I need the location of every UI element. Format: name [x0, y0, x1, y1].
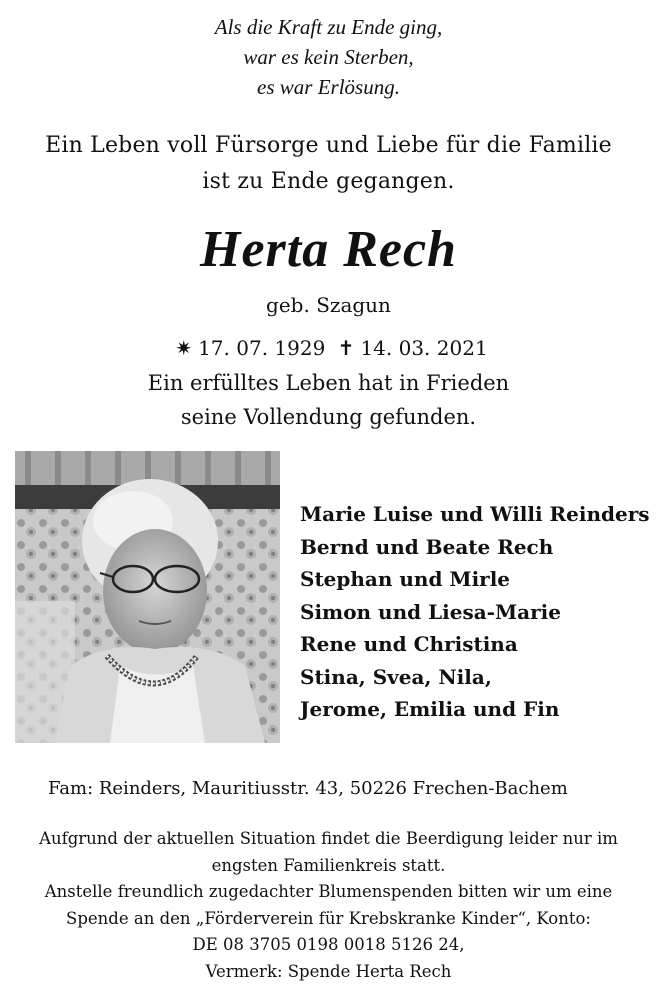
- portrait-photo: [15, 451, 280, 743]
- poem: [0, 12, 657, 102]
- family-address: Fam: Reinders, Mauritiusstr. 43, 50226 Frechen-Bachem: [48, 778, 568, 799]
- notice-line: engsten Familienkreis statt.: [211, 855, 446, 875]
- intro-line: ist zu Ende gegangen.: [202, 169, 455, 194]
- tribute-text: [0, 366, 657, 434]
- poem-line: es war Erlösung.: [257, 75, 400, 99]
- mourner-line: Stina, Svea, Nila,: [300, 664, 492, 689]
- notice-line: Anstelle freundlich zugedachter Blumenspenden bitten wir um eine: [44, 882, 613, 901]
- mourners-list: [300, 498, 650, 726]
- tribute-line: Ein erfülltes Leben hat in Frieden: [147, 371, 510, 395]
- intro-text: [0, 128, 657, 200]
- cross-icon: ✝: [337, 336, 355, 360]
- life-dates: [0, 333, 657, 363]
- notice-line: DE 08 3705 0198 0018 5126 24,: [192, 935, 465, 954]
- maiden-name: geb. Szagun: [266, 293, 391, 317]
- mourner-line: Marie Luise und Willi Reinders: [300, 502, 650, 526]
- mourner-line: Bernd und Beate Rech: [300, 534, 554, 559]
- death-date: 14. 03. 2021: [360, 336, 488, 360]
- birth-date: 17. 07. 1929: [198, 336, 326, 360]
- mourner-line: Rene und Christina: [300, 632, 518, 656]
- notice-line: Vermerk: Spende Herta Rech: [205, 961, 452, 981]
- mourner-line: Stephan und Mirle: [300, 567, 511, 591]
- notice-line: Aufgrund der aktuellen Situation findet die Beerdigung leider nur im: [39, 829, 618, 848]
- deceased-name: Herta Rech: [200, 221, 457, 278]
- tribute-line: seine Vollendung gefunden.: [180, 405, 477, 429]
- notice-line: Spende an den „Förderverein für Krebskranke Kinder“, Konto:: [66, 908, 591, 928]
- poem-line: Als die Kraft zu Ende ging,: [214, 15, 443, 39]
- mourner-line: Jerome, Emilia und Fin: [300, 697, 560, 721]
- poem-line: war es kein Sterben,: [243, 45, 414, 69]
- intro-line: Ein Leben voll Fürsorge und Liebe für die Familie: [45, 133, 612, 158]
- mourner-line: Simon und Liesa-Marie: [300, 599, 561, 624]
- birth-star-icon: ✷: [175, 336, 193, 360]
- funeral-notice: [0, 826, 657, 985]
